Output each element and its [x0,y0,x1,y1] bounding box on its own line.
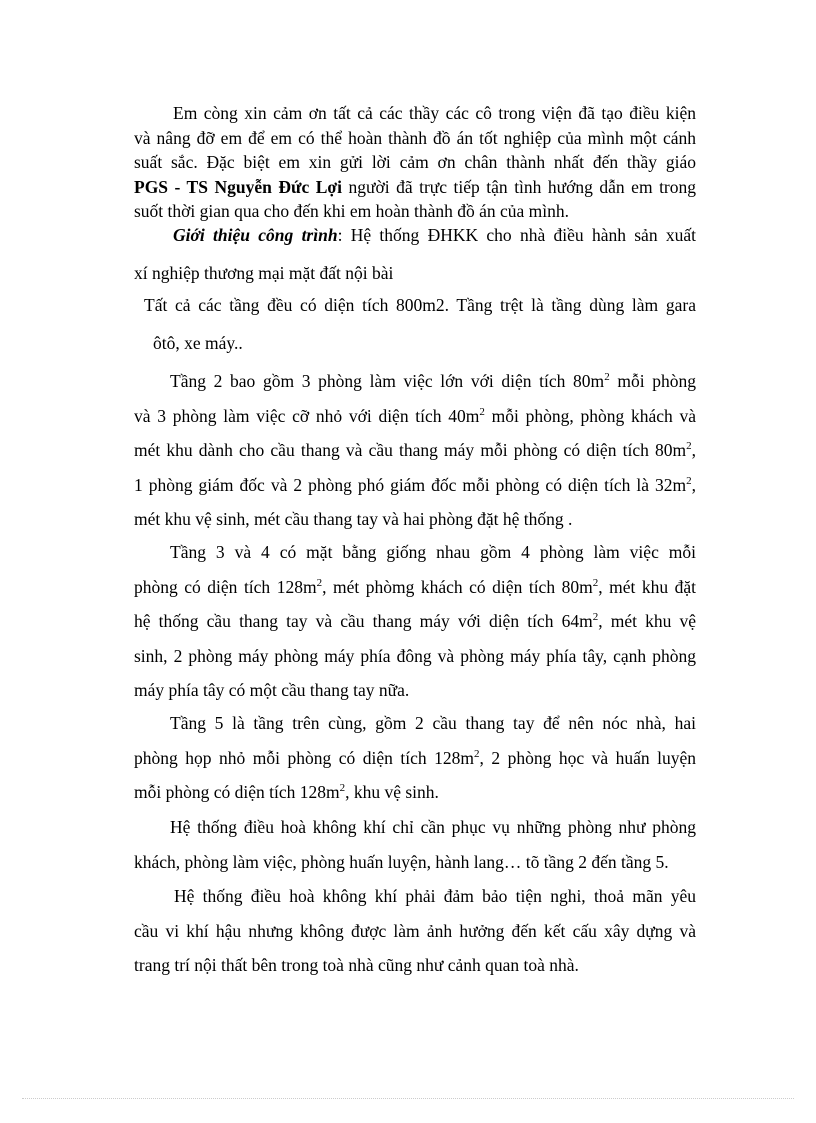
paragraph-floor-2 [134,364,696,537]
paragraph-hvac-requirements [134,879,696,983]
superscript: 2 [473,747,480,760]
superscript: 2 [479,405,485,418]
text-line [134,216,696,254]
text-line: Hệ thống điều hoà không khí phải đảm bảo tiện nghi, thoả mãn yêu [174,886,696,906]
superscript: 2 [339,782,346,795]
text-line: sinh, 2 phòng máy phòng máy phía đông và phòng máy phía tây, cạnh phòng [134,645,696,666]
text-span: hệ thống cầu thang tay và cầu thang máy với diện tích 64m [134,611,593,631]
text-line [134,399,696,434]
text-span: phòng họp nhỏ mỗi phòng có diện tích 128m [134,747,474,768]
superscript: 2 [686,474,692,487]
paragraph-project-intro [134,216,696,292]
paragraph-floor-3-4 [134,535,696,708]
text-span: , mét khu vệ [598,611,696,631]
text-line [134,741,696,776]
text-line [134,775,696,810]
advisor-name: PGS - TS Nguyễn Đức Lợi [134,176,342,197]
text-line: Em còng xin cảm ơn tất cả các thầy các cô trong viện đã tạo điều kiện [173,103,696,123]
text-line: ôtô, xe máy.. [153,333,243,353]
text-line: Tất cả các tầng đều có diện tích 800m2. Tầng trệt là tầng dùng làm gara [144,295,696,315]
text-line: suốt thời gian qua cho đến khi em hoàn thành đồ án của mình. [134,201,569,221]
text-span: , 2 phòng học và huấn luyện [479,747,696,768]
text-span: người đã trực tiếp tận tình hướng dẫn em trong [341,176,697,197]
text-span: và 3 phòng làm việc cỡ nhỏ với diện tích 40m [134,405,480,426]
text-line: cầu vi khí hậu nhưng không được làm ảnh hưởng đến kết cấu xây dựng và [134,920,696,941]
text-span: mỗi phòng [609,371,696,391]
text-line: suất sắc. Đặc biệt em xin gửi lời cảm ơn chân thành nhất đến thầy giáo [134,152,696,172]
text-line [134,604,696,639]
superscript: 2 [316,576,323,589]
text-line: trang trí nội thất bên trong toà nhà cũng như cảnh quan toà nhà. [134,955,579,975]
text-span: , [691,474,696,495]
text-span: Tầng 2 bao gồm 3 phòng làm việc lớn với diện tích 80m [170,371,605,391]
superscript: 2 [592,611,599,624]
text-span: , mét phòmg khách có diện tích 80m [322,576,593,597]
text-span: mỗi phòng có diện tích 128m [134,782,340,802]
text-line: máy phía tây có một cầu thang tay nữa. [134,680,410,700]
text-span: , khu vệ sinh. [345,782,439,802]
text-span: 1 phòng giám đốc và 2 phòng phó giám đốc mỗi phòng có diện tích là 32m [134,474,687,495]
text-line [134,364,696,399]
paragraph-floor-5 [134,706,696,810]
text-span: mét khu dành cho cầu thang và cầu thang máy mỗi phòng có diện tích 80m [134,440,687,460]
text-span: , mét khu đặt [598,576,696,597]
text-line: Hệ thống điều hoà không khí chỉ cần phục vụ những phòng như phòng [170,817,696,837]
superscript: 2 [604,371,610,384]
text-line: Tầng 5 là tầng trên cùng, gồm 2 cầu thang tay để nên nóc nhà, hai [170,713,696,733]
superscript: 2 [686,440,692,453]
text-span: : Hệ thống ĐHKK cho nhà điều hành sản xuất [337,225,696,245]
paragraph-acknowledgement [134,101,696,224]
text-line [134,433,696,468]
paragraph-hvac-scope [134,810,696,879]
text-line [134,570,696,605]
superscript: 2 [592,576,599,589]
paragraph-floor-area [144,286,696,362]
text-span: mỗi phòng, phòng khách và [484,405,696,426]
section-heading: Giới thiệu công trình [173,225,338,245]
text-line: mét khu vệ sinh, mét cầu thang tay và hai phòng đặt hệ thống . [134,509,573,529]
text-span: , [691,440,696,460]
text-line [134,175,696,200]
text-line [134,468,696,503]
text-span: phòng có diện tích 128m [134,576,317,597]
text-line: khách, phòng làm việc, phòng huấn luyện, hành lang… tõ tầng 2 đến tầng 5. [134,851,669,872]
text-line: Tầng 3 và 4 có mặt bằng giống nhau gồm 4 phòng làm việc mỗi [170,542,696,562]
text-line: xí nghiệp thương mại mặt đất nội bài [134,263,394,283]
text-line: và nâng đỡ em để em có thể hoàn thành đồ án tốt nghiệp của mình một cánh [134,127,696,148]
page-bottom-divider [22,1098,794,1099]
